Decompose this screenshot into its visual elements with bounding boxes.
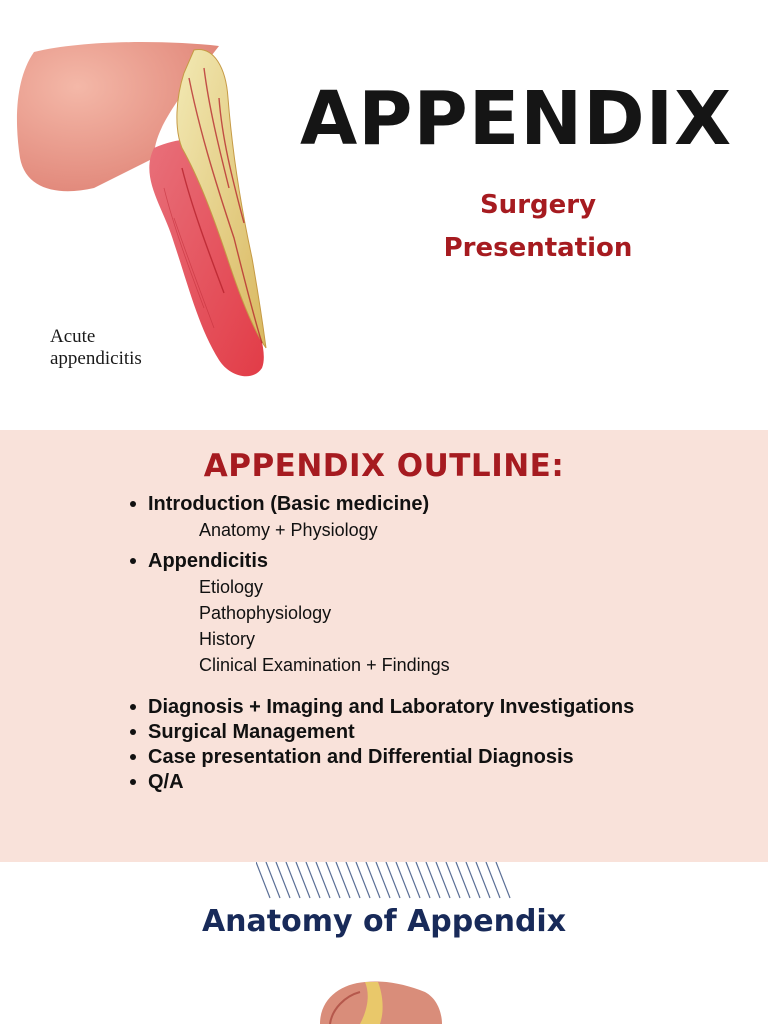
anatomy-slide <box>0 862 768 1024</box>
title-slide <box>0 0 768 430</box>
outline-item <box>128 492 728 543</box>
outline-sub-list <box>148 574 728 678</box>
outline-sub-item: History <box>199 629 256 649</box>
outline-item-label: Q/A <box>148 771 184 793</box>
anatomy-illustration <box>310 974 450 1024</box>
outline-item-label: Diagnosis + Imaging and Laboratory Investigations <box>148 696 635 718</box>
bullet-icon <box>130 704 136 710</box>
bullet-icon <box>130 754 136 760</box>
bullet-icon <box>130 779 136 785</box>
bullet-icon <box>130 558 136 564</box>
outline-slide <box>0 430 768 862</box>
bullet-icon <box>130 501 136 507</box>
outline-sub-item: Pathophysiology <box>199 603 332 623</box>
outline-sub-item: Clinical Examination + Findings <box>199 655 450 675</box>
illustration-caption <box>50 326 190 370</box>
main-title: APPENDIX <box>300 76 733 162</box>
outline-heading: APPENDIX OUTLINE: <box>203 448 565 484</box>
anatomy-title: Anatomy of Appendix <box>201 904 567 939</box>
hatch-decoration <box>256 862 516 900</box>
outline-item-label: Appendicitis <box>148 550 269 572</box>
caption-line-2: appendicitis <box>50 348 142 369</box>
subtitle-line-1: Surgery <box>479 190 597 220</box>
outline-sub-item: Anatomy + Physiology <box>199 520 378 540</box>
outline-item <box>128 745 728 770</box>
outline-item-label: Surgical Management <box>148 721 355 743</box>
outline-item <box>128 549 728 678</box>
outline-item <box>128 695 728 720</box>
subtitle-line-2: Presentation <box>443 233 633 263</box>
outline-item-label: Case presentation and Differential Diagnosis <box>148 746 574 768</box>
outline-item-label: Introduction (Basic medicine) <box>148 493 430 515</box>
outline-list <box>128 492 728 795</box>
outline-item <box>128 720 728 745</box>
outline-item <box>128 770 728 795</box>
subtitle <box>400 184 676 270</box>
bullet-icon <box>130 729 136 735</box>
outline-sub-list <box>148 517 728 543</box>
caption-line-1: Acute <box>50 326 96 347</box>
list-spacer <box>128 678 728 695</box>
outline-sub-item: Etiology <box>199 577 264 597</box>
